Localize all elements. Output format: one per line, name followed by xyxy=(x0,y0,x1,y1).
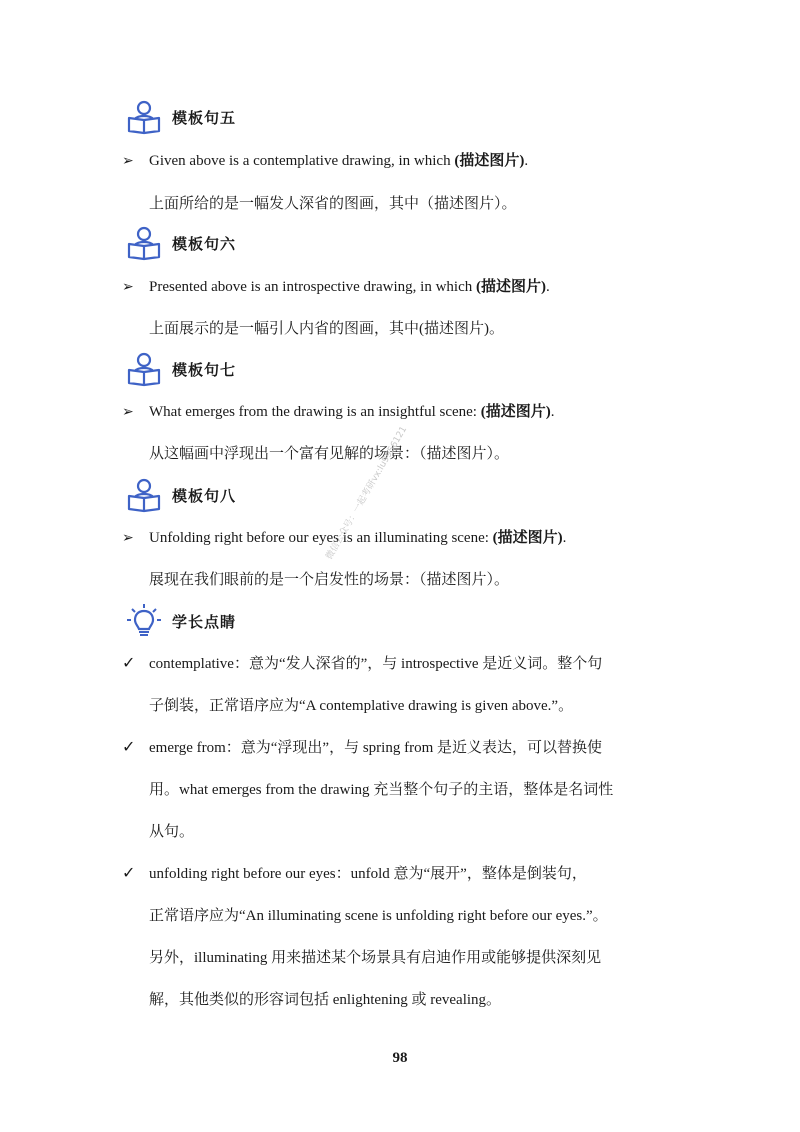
arrowhead-bullet-icon: ➢ xyxy=(122,154,134,169)
arrowhead-bullet-icon: ➢ xyxy=(122,405,134,420)
template-title: 模板句七 xyxy=(172,360,237,379)
checkmark-icon: ✓ xyxy=(122,739,136,756)
template-title: 模板句八 xyxy=(172,486,237,505)
lightbulb-icon xyxy=(126,603,162,639)
template-title: 模板句六 xyxy=(172,234,237,253)
checkmark-icon: ✓ xyxy=(122,655,136,672)
template-chinese-translation: 从这幅画中浮现出一个富有见解的场景：（描述图片）。 xyxy=(149,446,510,462)
template-heading xyxy=(126,351,236,387)
page-number: 98 xyxy=(392,1050,408,1066)
tip-line: 子倒装，正常语序应为“A contemplative drawing is given above.”。 xyxy=(149,698,574,714)
template-english-sentence: ➢ Given above is a contemplative drawing, in which (描述图片). xyxy=(122,150,528,173)
checkmark-icon: ✓ xyxy=(122,865,136,882)
template-english-sentence: ➢ What emerges from the drawing is an insightful scene: (描述图片). xyxy=(122,401,554,424)
tip-line: 另外，illuminating 用来描述某个场景具有启迪作用或能够提供深刻见 xyxy=(149,950,602,966)
template-heading xyxy=(126,225,236,261)
arrowhead-bullet-icon: ➢ xyxy=(122,531,134,546)
tips-title: 学长点睛 xyxy=(172,612,237,631)
tips-heading xyxy=(126,603,236,639)
template-chinese-translation: 上面所给的是一幅发人深省的图画，其中（描述图片）。 xyxy=(149,196,517,212)
arrowhead-bullet-icon: ➢ xyxy=(122,280,134,295)
tip-line: 从句。 xyxy=(149,824,195,840)
template-heading xyxy=(126,477,236,513)
template-heading xyxy=(126,99,236,135)
tip-line: ✓ unfolding right before our eyes：unfold 意为“展开”，整体是倒装句， xyxy=(122,863,587,885)
template-english-sentence: ➢ Unfolding right before our eyes is an illuminating scene: (描述图片). xyxy=(122,527,566,550)
tip-line: 用。what emerges from the drawing 充当整个句子的主语，整体是名词性 xyxy=(149,782,614,798)
reading-person-icon xyxy=(126,99,162,135)
tip-line: 解，其他类似的形容词包括 enlightening 或 revealing。 xyxy=(149,992,502,1008)
reading-person-icon xyxy=(126,477,162,513)
template-chinese-translation: 上面展示的是一幅引人内省的图画，其中(描述图片)。 xyxy=(149,321,504,337)
template-chinese-translation: 展现在我们眼前的是一个启发性的场景：（描述图片）。 xyxy=(149,572,510,588)
tip-line: ✓ contemplative：意为“发人深省的”，与 introspective 是近义词。整个句 xyxy=(122,653,602,675)
reading-person-icon xyxy=(126,351,162,387)
template-english-sentence: ➢ Presented above is an introspective drawing, in which (描述图片). xyxy=(122,276,550,299)
watermark: 微信公众号：一起考研vx:lu9956121 xyxy=(324,424,410,562)
template-title: 模板句五 xyxy=(172,108,237,127)
tip-line: ✓ emerge from：意为“浮现出”，与 spring from 是近义表达，可以替换使 xyxy=(122,737,602,759)
tip-line: 正常语序应为“An illuminating scene is unfolding right before our eyes.”。 xyxy=(149,908,608,924)
reading-person-icon xyxy=(126,225,162,261)
